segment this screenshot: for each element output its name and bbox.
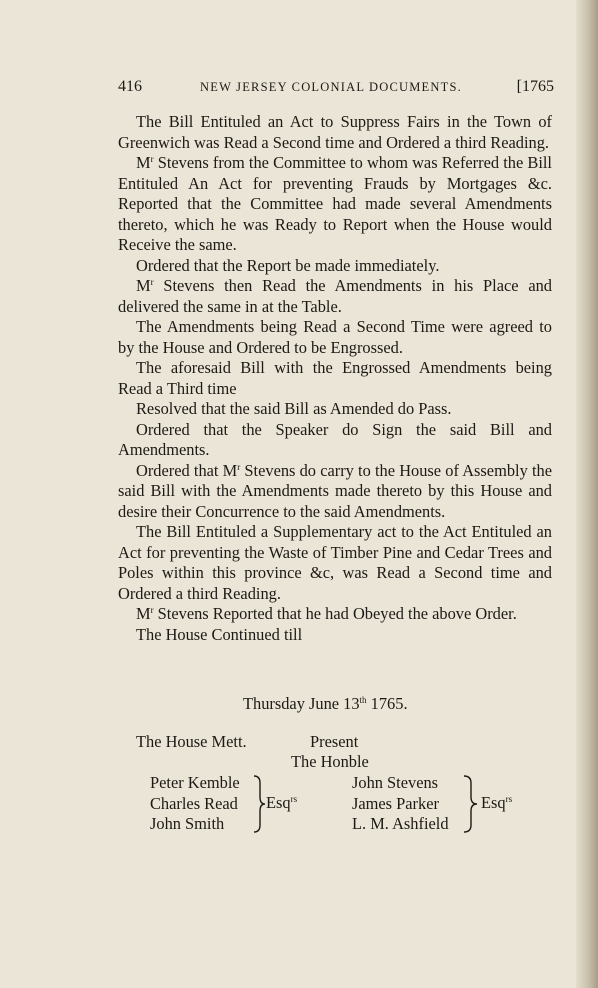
right-brace-icon <box>252 775 266 833</box>
paragraph: Resolved that the said Bill as Amended do Pass. <box>136 399 452 418</box>
member-name: John Stevens <box>352 773 439 792</box>
paragraph: $M^r$ Stevens Reported that he had Obeyed the above Order. <box>136 604 517 623</box>
page-number: 416 <box>118 78 142 95</box>
paragraph: The Bill Entituled an Act to Suppress Fairs in the Town of Greenwich was Read a Second time and Ordered a third Reading. <box>118 112 552 152</box>
present-label: Present <box>310 732 359 751</box>
right-names-list <box>352 773 449 835</box>
esq-label-left: Esq$^{rs}$ <box>266 793 298 812</box>
left-names-list <box>150 773 240 835</box>
member-name: L. M. Ashfield <box>352 814 449 833</box>
paragraph: $M^r$ Stevens then Read the Amendments in his Place and delivered the same in at the Table. <box>118 276 552 316</box>
right-brace-icon <box>462 775 478 833</box>
running-title: NEW JERSEY COLONIAL DOCUMENTS. <box>200 80 462 94</box>
member-name: John Smith <box>150 814 225 833</box>
paragraph: Ordered that $M^r$ Stevens do carry to the House of Assembly the said Bill with the Amendments made thereto by this House and desire their Concurrence to the said Amendments. <box>118 460 552 521</box>
header-year: [1765 <box>516 78 554 95</box>
paragraph: Ordered that the Speaker do Sign the said Bill and Amendments. <box>118 419 552 459</box>
page-edge <box>576 0 598 988</box>
paragraph: Ordered that the Report be made immediately. <box>136 255 440 275</box>
paragraph: The Amendments being Read a Second Time were agreed to by the House and Ordered to be Engrossed. <box>118 317 552 357</box>
member-name: Charles Read <box>150 793 238 813</box>
paragraph: The Bill Entituled a Supplementary act to the Act Entituled an Act for preventing the Waste of Timber Pine and Cedar Trees and Poles within this province &c, was Read a Second time and Ordered a third Reading. <box>118 522 552 603</box>
honble-label: The Honble <box>291 752 369 771</box>
esq-label-right: Esq$^{rs}$ <box>481 793 513 812</box>
body-text <box>118 112 552 645</box>
page-header <box>118 78 554 100</box>
member-name: James Parker <box>352 793 439 813</box>
paragraph: The House Continued till <box>136 624 303 644</box>
member-name: Peter Kemble <box>150 773 240 792</box>
session-date: Thursday June 13th 1765. <box>243 694 408 713</box>
house-mett-label: The House Mett. <box>136 732 247 751</box>
paragraph: The aforesaid Bill with the Engrossed Amendments being Read a Third time <box>118 358 552 398</box>
paragraph: $M^r$ Stevens from the Committee to whom was Referred the Bill Entituled An Act for preventing Frauds by Mortgages &c. Reported that the Committee had made several Amendments thereto, which he was Ready to Report when the House would Receive the same. <box>118 153 552 254</box>
